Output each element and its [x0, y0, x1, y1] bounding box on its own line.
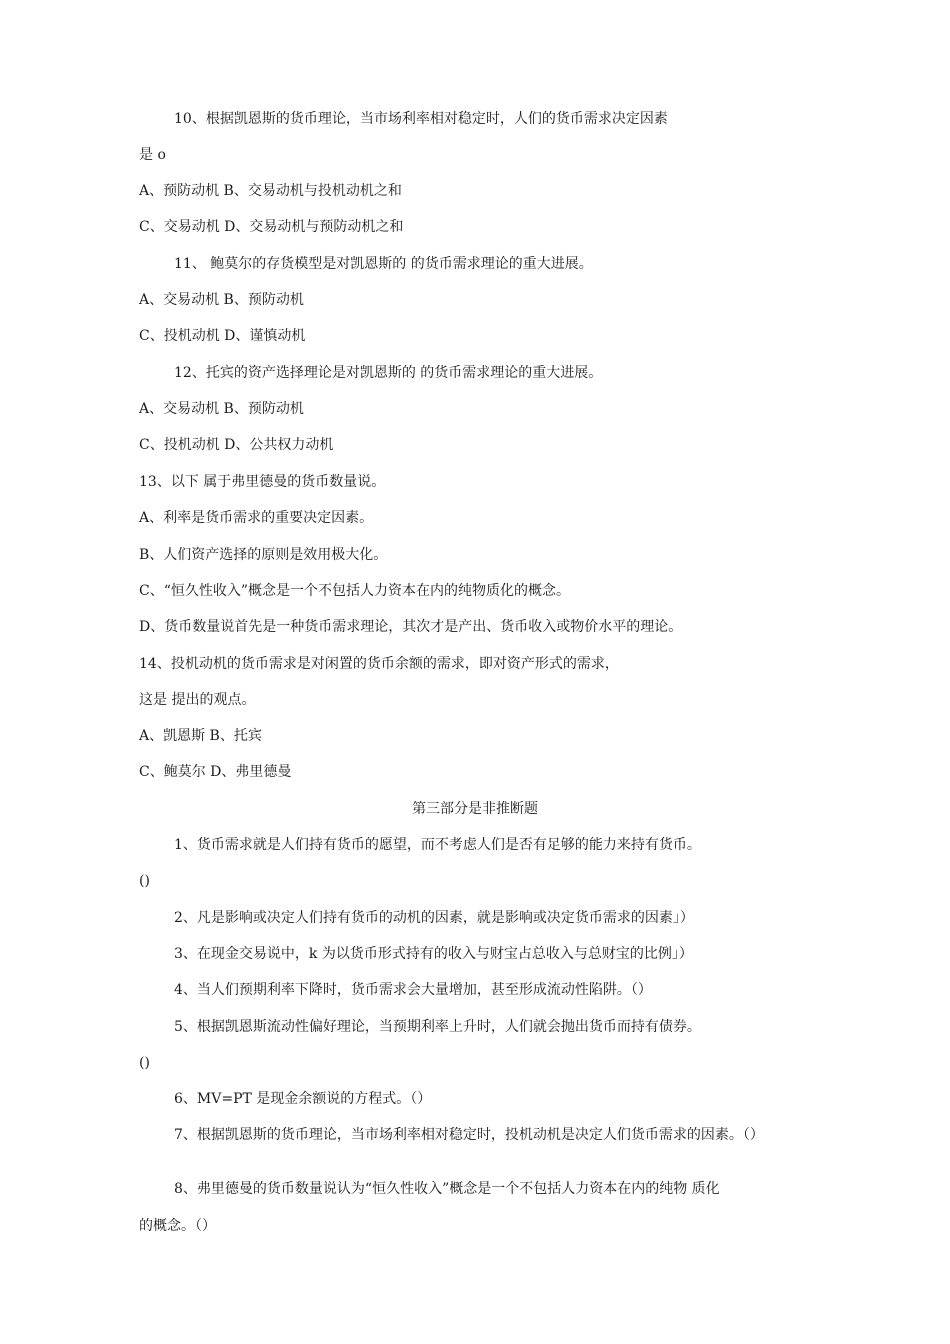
question-12-options-ab: A、交易动机 B、预防动机: [139, 401, 304, 417]
judgment-2-text: 2、凡是影响或决定人们持有货币的动机的因素，就是影响或决定货币需求的因素」）: [174, 910, 694, 926]
question-10-options-ab: A、预防动机 B、交易动机与投机动机之和: [139, 183, 402, 199]
judgment-8-text: 8、弗里德曼的货币数量说认为“恒久性收入”概念是一个不包括人力资本在内的纯物 质化: [174, 1181, 720, 1197]
judgment-5-text: 5、根据凯恩斯流动性偏好理论，当预期利率上升时，人们就会抛出货币而持有债券。: [174, 1019, 701, 1035]
question-11-options-ab: A、交易动机 B、预防动机: [139, 292, 304, 308]
question-12-text: 12、托宾的资产选择理论是对凯恩斯的 的货币需求理论的重大进展。: [174, 365, 603, 381]
judgment-8-text-cont: 的概念。（）: [139, 1218, 216, 1234]
judgment-5-answer: (): [139, 1055, 150, 1071]
question-13-option-a: A、利率是货币需求的重要决定因素。: [139, 510, 374, 526]
question-11-options-cd: C、投机动机 D、谨慎动机: [139, 328, 306, 344]
question-13-option-b: B、人们资产选择的原则是效用极大化。: [139, 547, 388, 563]
question-11-text: 11、 鲍莫尔的存货模型是对凯恩斯的 的货币需求理论的重大进展。: [174, 256, 593, 272]
judgment-7-text: 7、根据凯恩斯的货币理论，当市场利率相对稳定时，投机动机是决定人们货币需求的因素。（）: [174, 1127, 764, 1143]
question-14-options-ab: A、凯恩斯 B、托宾: [139, 728, 262, 744]
question-14-options-cd: C、鲍莫尔 D、弗里德曼: [139, 764, 292, 780]
question-10-text: 10、根据凯恩斯的货币理论，当市场利率相对稳定时，人们的货币需求决定因素: [174, 111, 668, 127]
judgment-3-text: 3、在现金交易说中，k 为以货币形式持有的收入与财宝占总收入与总财宝的比例」）: [174, 946, 693, 962]
question-13-text: 13、以下 属于弗里德曼的货币数量说。: [139, 474, 386, 490]
judgment-1-text: 1、货币需求就是人们持有货币的愿望，而不考虑人们是否有足够的能力来持有货币。: [174, 837, 701, 853]
question-14-text: 14、投机动机的货币需求是对闲置的货币余额的需求，即对资产形式的需求，: [139, 656, 619, 672]
question-12-options-cd: C、投机动机 D、公共权力动机: [139, 437, 334, 453]
judgment-1-answer: (): [139, 873, 150, 889]
question-10-text-cont: 是 o: [139, 147, 166, 163]
judgment-4-text: 4、当人们预期利率下降时，货币需求会大量增加，甚至形成流动性陷阱。（）: [174, 982, 652, 998]
question-13-option-c: C、“恒久性收入”概念是一个不包括人力资本在内的纯物质化的概念。: [139, 583, 571, 599]
question-10-options-cd: C、交易动机 D、交易动机与预防动机之和: [139, 219, 404, 235]
question-13-option-d: D、货币数量说首先是一种货币需求理论，其次才是产出、货币收入或物价水平的理论。: [139, 619, 683, 635]
judgment-6-text: 6、MV=PT 是现金余额说的方程式。（）: [174, 1091, 432, 1107]
section-heading: 第三部分是非推断题: [412, 801, 538, 817]
question-14-text-cont: 这是 提出的观点。: [139, 692, 256, 708]
